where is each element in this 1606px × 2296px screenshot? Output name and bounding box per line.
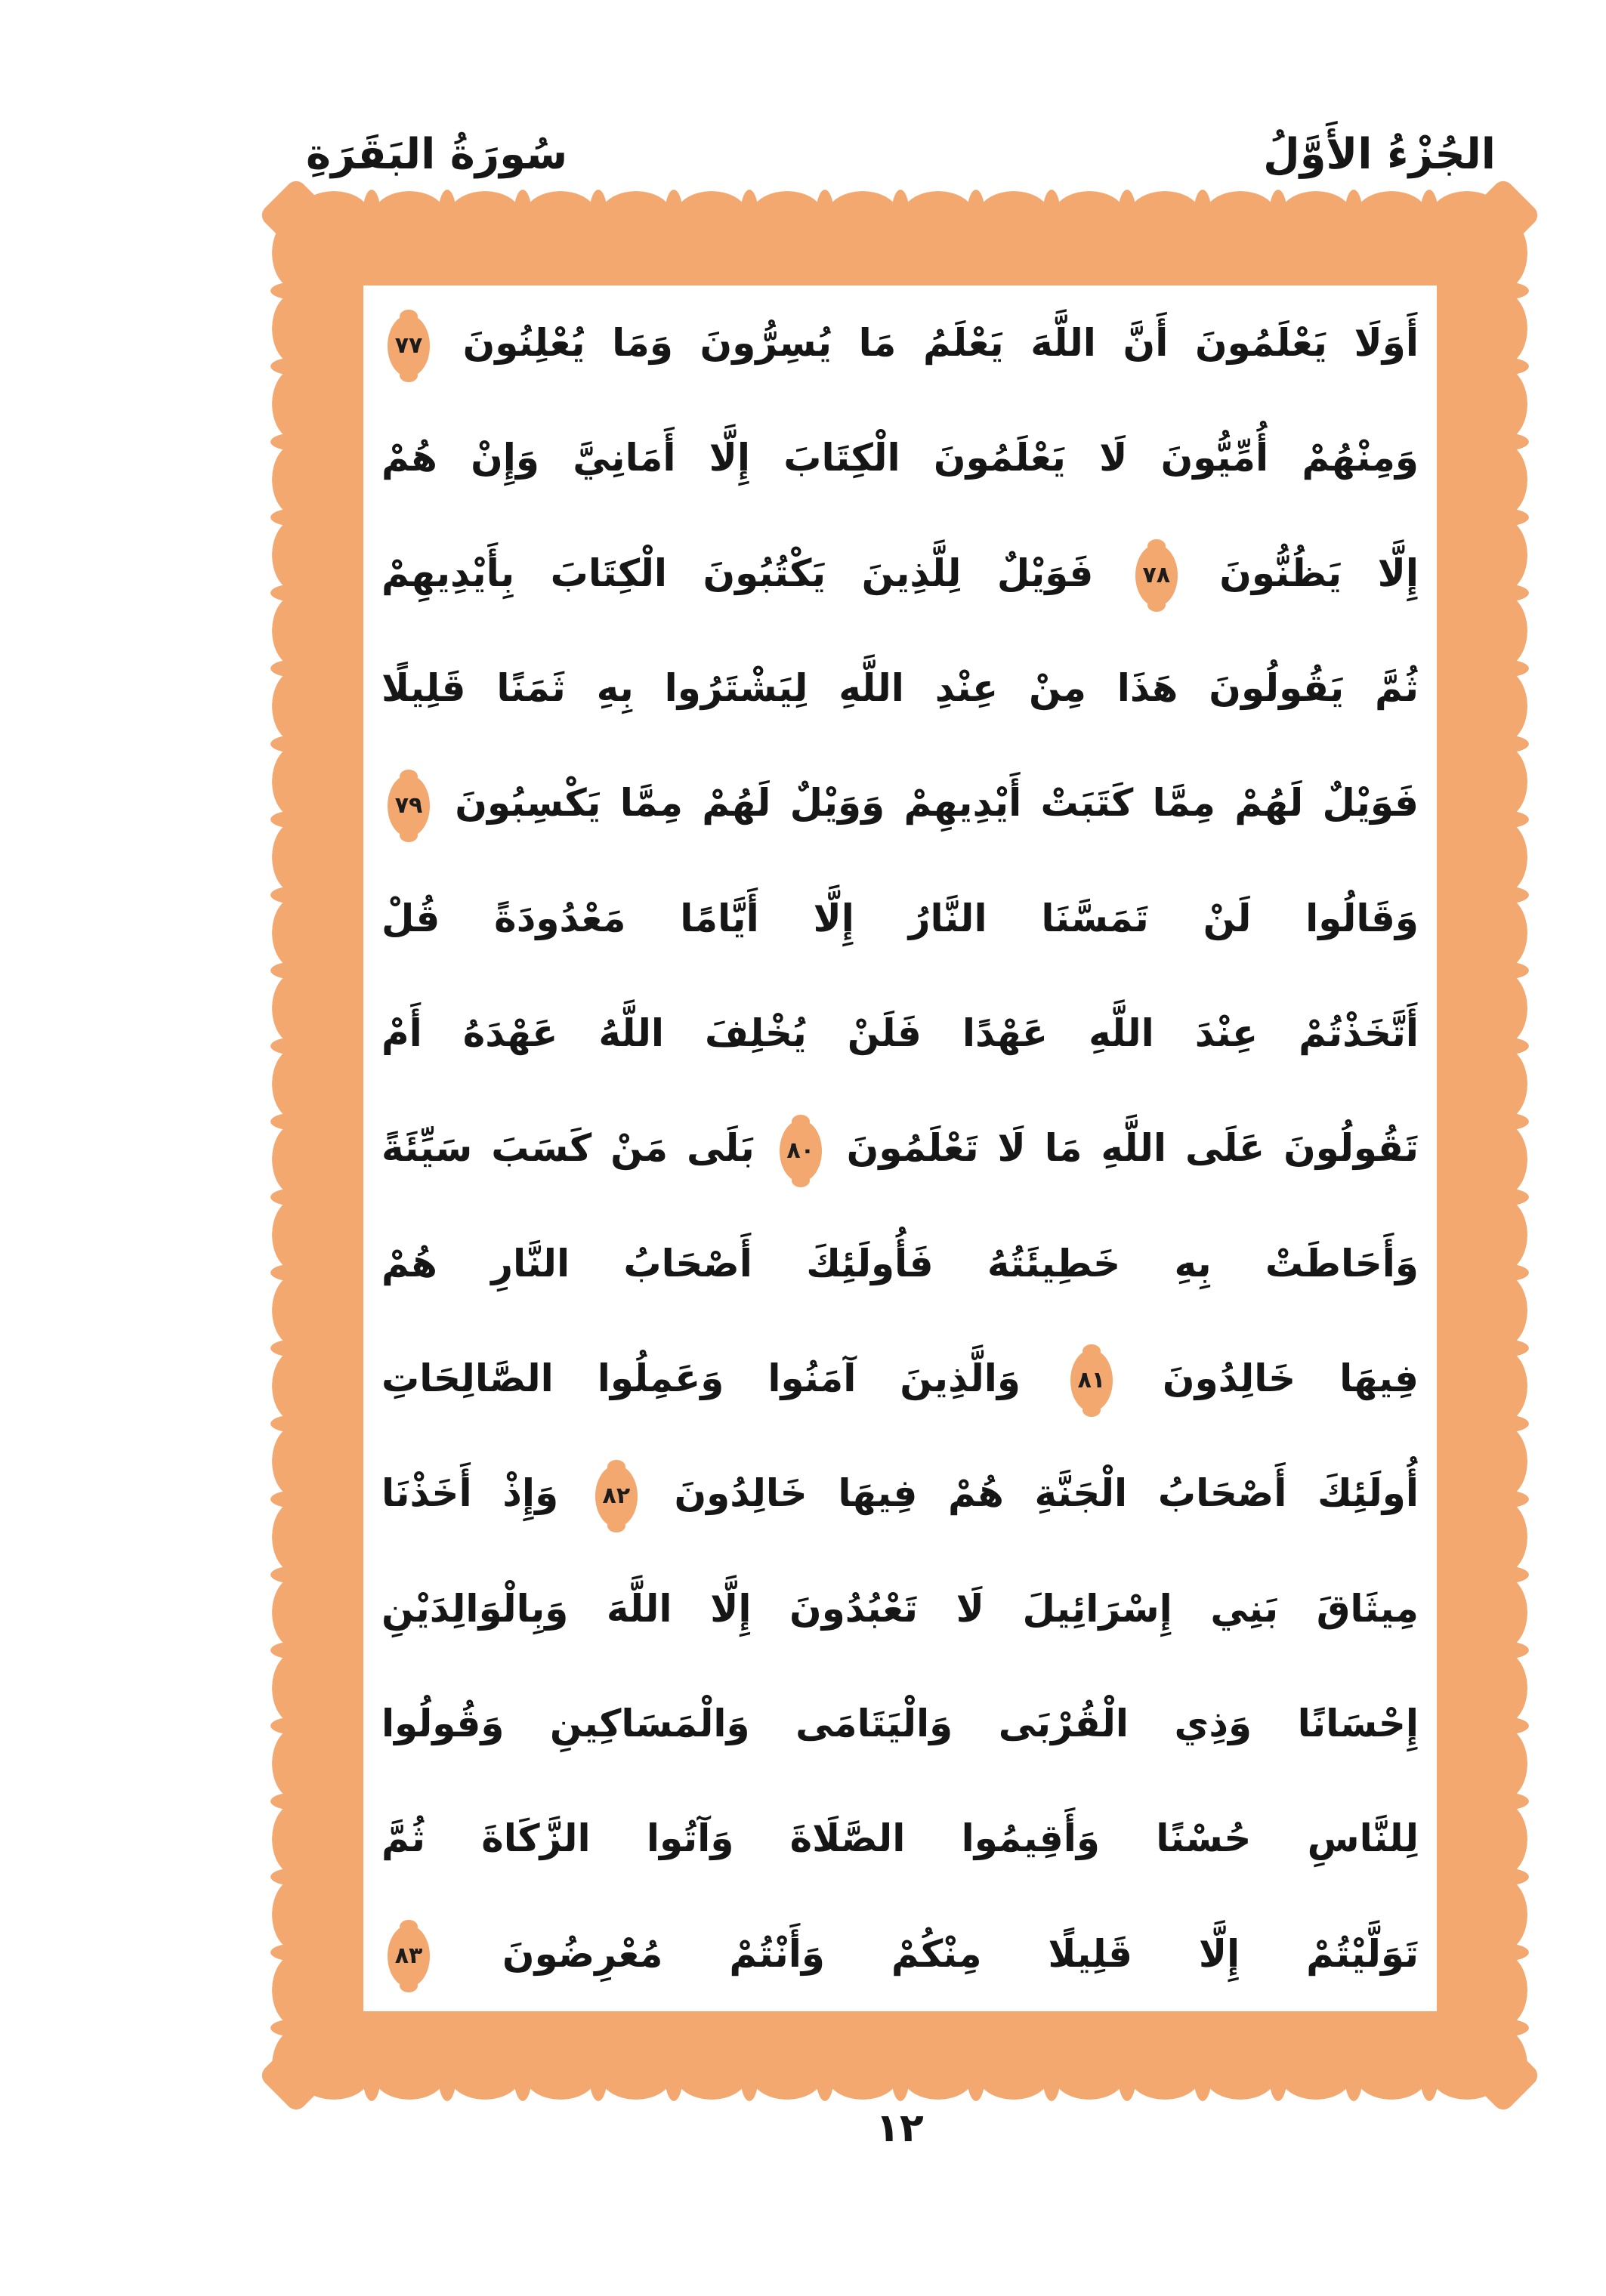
verse-number-rosette: ٨٣	[388, 1925, 430, 1987]
verse-number-rosette: ٨٢	[595, 1465, 638, 1527]
ayah-text: إِحْسَانًا وَذِي الْقُرْبَى وَالْيَتَامَى وَالْمَسَاكِينِ وَقُولُوا	[381, 1701, 1419, 1745]
frame-scallop-bottom-edge	[296, 2075, 1503, 2103]
ayah-text: بَلَى مَنْ كَسَبَ سَيِّئَةً	[381, 1126, 755, 1171]
page-number: ١٢	[876, 2106, 924, 2151]
frame-scallop-right-edge	[1503, 215, 1530, 2075]
mushaf-line	[363, 745, 1437, 860]
mushaf-line	[363, 1206, 1437, 1321]
juz-title-header: الجُزْءُ الأَوَّلُ	[1263, 130, 1496, 179]
ayah-text: وَقَالُوا لَنْ تَمَسَّنَا النَّارُ إِلَّا أَيَّامًا مَعْدُودَةً قُلْ	[381, 896, 1419, 940]
mushaf-line	[363, 400, 1437, 515]
ayah-text: أَوَلَا يَعْلَمُونَ أَنَّ اللَّهَ يَعْلَمُ مَا يُسِرُّونَ وَمَا يُعْلِنُونَ	[462, 321, 1419, 365]
quran-text-block	[363, 285, 1437, 2011]
mushaf-line	[363, 1321, 1437, 1436]
frame-scallop-top-edge	[296, 188, 1503, 215]
ayah-text: وَأَحَاطَتْ بِهِ خَطِيئَتُهُ فَأُولَئِكَ أَصْحَابُ النَّارِ هُمْ	[381, 1241, 1419, 1285]
mushaf-line	[363, 1896, 1437, 2011]
ayah-text: لِلنَّاسِ حُسْنًا وَأَقِيمُوا الصَّلَاةَ وَآتُوا الزَّكَاةَ ثُمَّ	[381, 1816, 1419, 1861]
mushaf-line	[363, 1551, 1437, 1666]
mushaf-line	[363, 1091, 1437, 1205]
verse-number-rosette: ٧٩	[388, 775, 430, 837]
mushaf-line	[363, 1436, 1437, 1551]
ayah-text: وَمِنْهُمْ أُمِّيُّونَ لَا يَعْلَمُونَ الْكِتَابَ إِلَّا أَمَانِيَّ وَإِنْ هُمْ	[381, 436, 1419, 480]
ayah-text: وَإِذْ أَخَذْنَا	[381, 1471, 559, 1516]
mushaf-line	[363, 1781, 1437, 1896]
ayah-text: مِيثَاقَ بَنِي إِسْرَائِيلَ لَا تَعْبُدُونَ إِلَّا اللَّهَ وَبِالْوَالِدَيْنِ	[381, 1586, 1419, 1631]
verse-number-rosette: ٧٧	[388, 315, 430, 377]
ayah-text: أُولَئِكَ أَصْحَابُ الْجَنَّةِ هُمْ فِيهَا خَالِدُونَ	[674, 1471, 1419, 1516]
ayah-text: تَوَلَّيْتُمْ إِلَّا قَلِيلًا مِنْكُمْ وَأَنْتُمْ مُعْرِضُونَ	[502, 1931, 1419, 1976]
ayah-text: ثُمَّ يَقُولُونَ هَذَا مِنْ عِنْدِ اللَّهِ لِيَشْتَرُوا بِهِ ثَمَنًا قَلِيلًا	[381, 665, 1419, 710]
ayah-text: وَالَّذِينَ آمَنُوا وَعَمِلُوا الصَّالِحَاتِ	[381, 1356, 1021, 1400]
ayah-text: فَوَيْلٌ لَهُمْ مِمَّا كَتَبَتْ أَيْدِيهِمْ وَوَيْلٌ لَهُمْ مِمَّا يَكْسِبُونَ	[455, 781, 1419, 826]
ayah-text: أَتَّخَذْتُمْ عِنْدَ اللَّهِ عَهْدًا فَلَنْ يُخْلِفَ اللَّهُ عَهْدَهُ أَمْ	[381, 1011, 1419, 1055]
mushaf-line	[363, 631, 1437, 745]
ayah-text: إِلَّا يَظُنُّونَ	[1219, 551, 1419, 595]
ayah-text: تَقُولُونَ عَلَى اللَّهِ مَا لَا تَعْلَمُونَ	[846, 1126, 1419, 1171]
frame-scallop-left-edge	[269, 215, 296, 2075]
mushaf-line	[363, 516, 1437, 631]
mushaf-line	[363, 1666, 1437, 1781]
ayah-text: فِيهَا خَالِدُونَ	[1162, 1356, 1419, 1400]
verse-number-rosette: ٧٨	[1135, 545, 1178, 606]
surah-title-header: سُورَةُ البَقَرَةِ	[306, 130, 568, 179]
ayah-text: فَوَيْلٌ لِلَّذِينَ يَكْتُبُونَ الْكِتَابَ بِأَيْدِيهِمْ	[381, 551, 1094, 595]
mushaf-line	[363, 285, 1437, 400]
mushaf-line	[363, 976, 1437, 1091]
mushaf-line	[363, 861, 1437, 976]
verse-number-rosette: ٨١	[1070, 1350, 1113, 1412]
verse-number-rosette: ٨٠	[780, 1120, 822, 1182]
